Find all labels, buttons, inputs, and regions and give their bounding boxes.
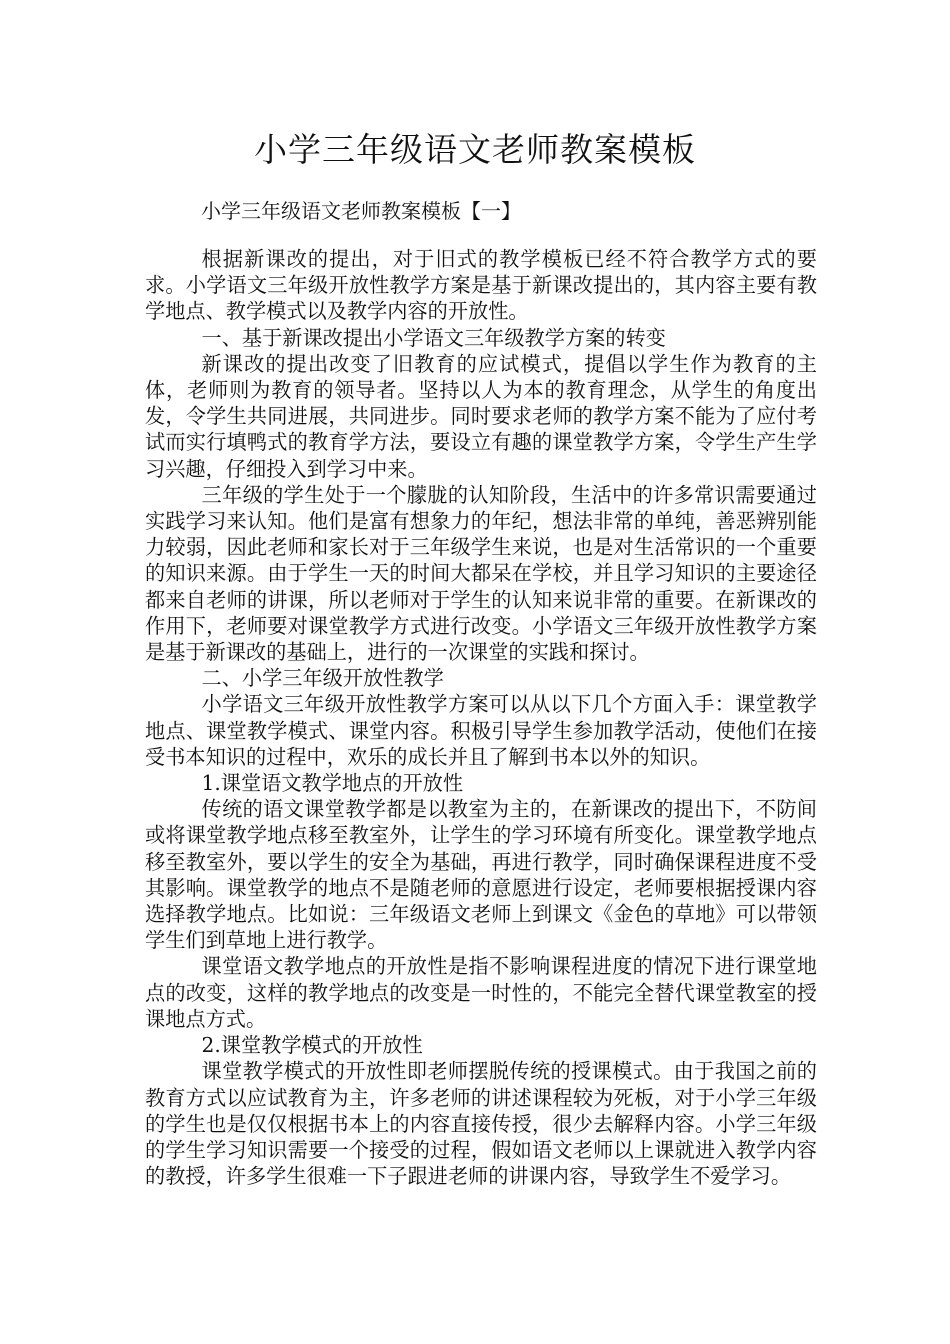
paragraph-teaching-mode: 课堂教学模式的开放性即老师摆脱传统的授课模式。由于我国之前的教育方式以应试教育为主，许多老师的讲述课程较为死板，对于小学三年级的学生也是仅仅根据书本上的内容直接传授，很少去解释内容。小学三年级的学生学习知识需要一个接受的过程，假如语文老师以上课就进入教学内容的教授，许多学生很难一下子跟进老师的讲课内容，导致学生不爱学习。: [145, 1059, 817, 1189]
paragraph-location-openness: 课堂语文教学地点的开放性是指不影响课程进度的情况下进行课堂地点的改变，这样的教学地点的改变是一时性的，不能完全替代课堂教室的授课地点方式。: [145, 954, 817, 1031]
paragraph-open-teaching: 小学语文三年级开放性教学方案可以从以下几个方面入手：课堂教学地点、课堂教学模式、课堂内容。积极引导学生参加教学活动，使他们在接受书本知识的过程中，欢乐的成长并且了解到书本以外的知识。: [145, 692, 817, 769]
section-heading-2: 二、小学三年级开放性教学: [201, 666, 444, 691]
document-subtitle: 小学三年级语文老师教案模板【一】: [201, 199, 521, 223]
subsection-heading-1: 1.课堂语文教学地点的开放性: [201, 771, 464, 796]
paragraph-grade-three-students: 三年级的学生处于一个朦胧的认知阶段，生活中的许多常识需要通过实践学习来认知。他们是富有想象力的年纪，想法非常的单纯，善恶辨别能力较弱，因此老师和家长对于三年级学生来说，也是对生活常识的一个重要的知识来源。由于学生一天的时间大都呆在学校，并且学习知识的主要途径都来自老师的讲课，所以老师对于学生的认知来说非常的重要。在新课改的作用下，老师要对课堂教学方式进行改变。小学语文三年级开放性教学方案是基于新课改的基础上，进行的一次课堂的实践和探讨。: [145, 482, 817, 665]
document-body: [145, 246, 817, 1189]
subsection-heading-2: 2.课堂教学模式的开放性: [201, 1033, 423, 1058]
paragraph-teaching-location: 传统的语文课堂教学都是以教室为主的，在新课改的提出下，不防间或将课堂教学地点移至教室外，让学生的学习环境有所变化。课堂教学地点移至教室外，要以学生的安全为基础，再进行教学，同时确保课程进度不受其影响。课堂教学的地点不是随老师的意愿进行设定，老师要根据授课内容选择教学地点。比如说：三年级语文老师上到课文《金色的草地》可以带领学生们到草地上进行教学。: [145, 797, 817, 953]
document-title: 小学三年级语文老师教案模板: [254, 130, 696, 169]
section-heading-1: 一、基于新课改提出小学语文三年级教学方案的转变: [201, 325, 666, 350]
paragraph-new-curriculum: 新课改的提出改变了旧教育的应试模式，提倡以学生作为教育的主体，老师则为教育的领导者。坚持以人为本的教育理念，从学生的角度出发，令学生共同进展，共同进步。同时要求老师的教学方案不能为了应付考试而实行填鸭式的教育学方法，要设立有趣的课堂教学方案，令学生产生学习兴趣，仔细投入到学习中来。: [145, 351, 817, 481]
paragraph-intro: 根据新课改的提出，对于旧式的教学模板已经不符合教学方式的要求。小学语文三年级开放性教学方案是基于新课改提出的，其内容主要有教学地点、教学模式以及教学内容的开放性。: [145, 247, 817, 324]
